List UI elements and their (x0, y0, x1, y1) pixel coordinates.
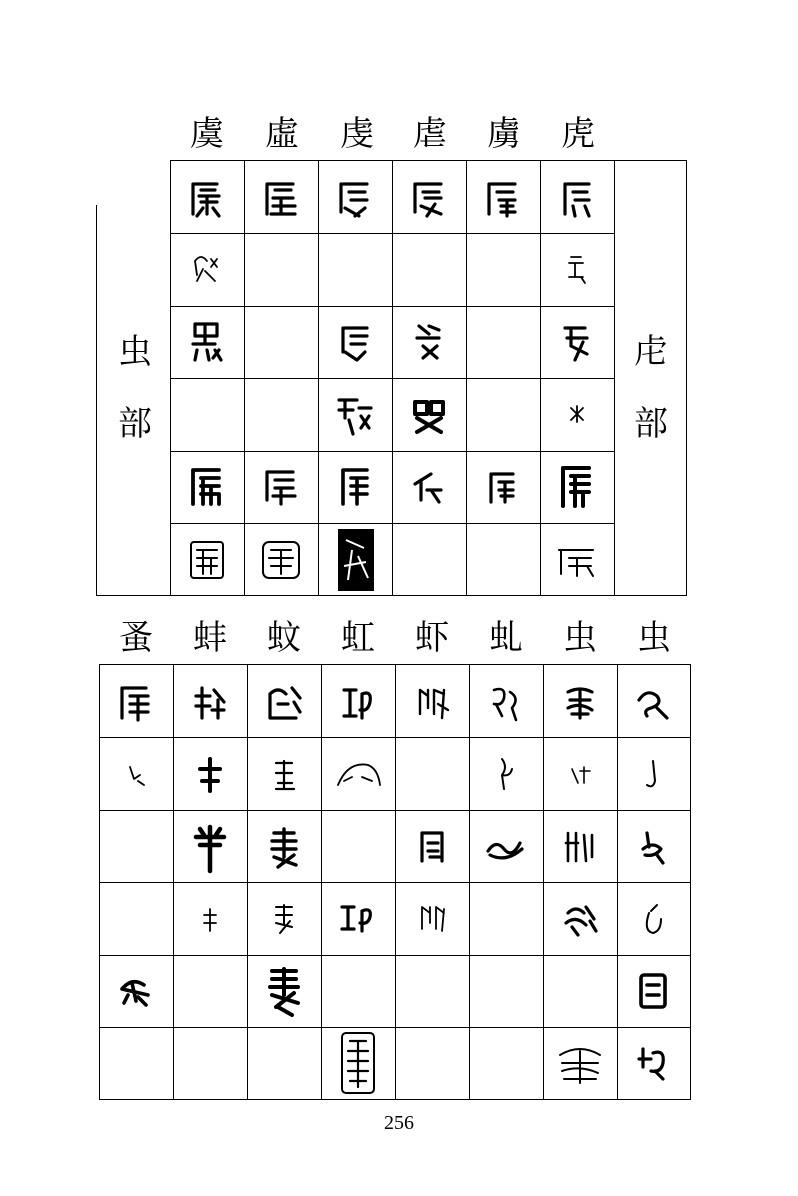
seal-glyph (272, 829, 296, 867)
left-label-char-2: 部 (118, 404, 152, 444)
seal-glyph (647, 761, 655, 786)
upper-header-2: 虛 (265, 114, 299, 154)
lower-header-7: 虫 (563, 618, 597, 658)
seal-glyph (270, 969, 298, 1015)
right-label-char-1: 虍 (634, 332, 668, 372)
seal-glyph (276, 761, 294, 789)
seal-glyph (193, 470, 219, 504)
seal-glyph (193, 184, 219, 216)
seal-glyph (196, 827, 224, 871)
seal-glyph (195, 257, 217, 281)
grid-line (96, 595, 687, 596)
grid-line (99, 882, 691, 883)
seal-glyph (559, 550, 593, 576)
seal-glyph (422, 833, 442, 861)
grid-line (99, 737, 691, 738)
seal-glyph (122, 982, 148, 1005)
seal-glyph (566, 833, 592, 861)
lower-header-8: 虫 (637, 618, 671, 658)
grid-line (614, 160, 686, 161)
seal-glyph (488, 843, 522, 858)
seal-glyph (647, 905, 661, 933)
left-label-char-1: 虫 (118, 332, 152, 372)
seal-glyph (639, 1049, 663, 1079)
lower-header-4: 虹 (341, 618, 375, 658)
seal-glyph (502, 759, 512, 789)
seal-glyph (191, 542, 223, 578)
grid-line (99, 1099, 691, 1100)
seal-glyph (563, 468, 589, 506)
seal-glyph (489, 184, 515, 216)
seal-glyph (339, 400, 371, 434)
seal-glyph (196, 688, 224, 718)
seal-glyph (204, 909, 216, 931)
lower-header-5: 虾 (415, 618, 449, 658)
seal-glyph (267, 184, 295, 214)
seal-glyph (639, 693, 667, 718)
seal-glyph (342, 1033, 374, 1093)
lower-header-3: 蚊 (267, 618, 301, 658)
seal-glyph (566, 907, 596, 935)
page-number: 256 (384, 1112, 414, 1134)
seal-glyph (200, 759, 220, 791)
lower-header-2: 蚌 (193, 618, 227, 658)
grid-line (170, 160, 614, 161)
grid-line (170, 233, 614, 234)
seal-glyph (415, 402, 443, 432)
grid-line (170, 523, 614, 524)
seal-glyph (270, 688, 300, 718)
seal-glyph (341, 184, 367, 216)
seal-glyph (415, 184, 441, 216)
seal-glyph (415, 474, 441, 502)
seal-glyph (571, 406, 583, 422)
seal-glyph (193, 324, 221, 360)
grid-line (99, 1027, 691, 1028)
grid-line (170, 451, 614, 452)
seal-glyph (343, 328, 367, 360)
grid-line (686, 160, 687, 596)
seal-rubbing-glyph (338, 529, 374, 591)
seal-glyph (494, 689, 516, 720)
seal-glyph (565, 184, 589, 216)
seal-glyph (267, 472, 295, 504)
right-label-char-2: 部 (634, 404, 668, 444)
seal-glyph (343, 470, 367, 504)
grid-line (99, 664, 691, 665)
seal-glyph (565, 328, 587, 360)
seal-glyph (276, 905, 292, 933)
seal-glyph (560, 1049, 600, 1083)
seal-glyph (417, 326, 439, 358)
seal-glyph (643, 833, 663, 863)
seal-glyph (342, 907, 370, 931)
upper-header-5: 虜 (487, 114, 521, 154)
upper-header-1: 虞 (190, 114, 224, 154)
seal-glyph (568, 689, 592, 718)
grid-line (170, 306, 614, 307)
seal-glyph (420, 690, 448, 718)
seal-glyph (641, 975, 665, 1007)
grid-line (99, 810, 691, 811)
grid-line (99, 955, 691, 956)
upper-header-3: 虔 (340, 114, 374, 154)
seal-glyph (572, 767, 590, 783)
grid-line (96, 205, 97, 595)
lower-header-1: 蚤 (119, 618, 153, 658)
upper-header-4: 虐 (413, 114, 447, 154)
lower-header-6: 虬 (489, 618, 523, 658)
upper-header-6: 虎 (561, 114, 595, 154)
seal-glyph (491, 474, 513, 502)
seal-glyph (344, 690, 370, 718)
seal-glyph (569, 257, 585, 283)
seal-glyph (338, 764, 380, 785)
seal-glyph (263, 542, 299, 578)
seal-glyph (122, 688, 148, 720)
seal-glyph (130, 767, 144, 785)
grid-line (614, 160, 615, 596)
seal-glyph (422, 907, 444, 931)
grid-line (170, 378, 614, 379)
